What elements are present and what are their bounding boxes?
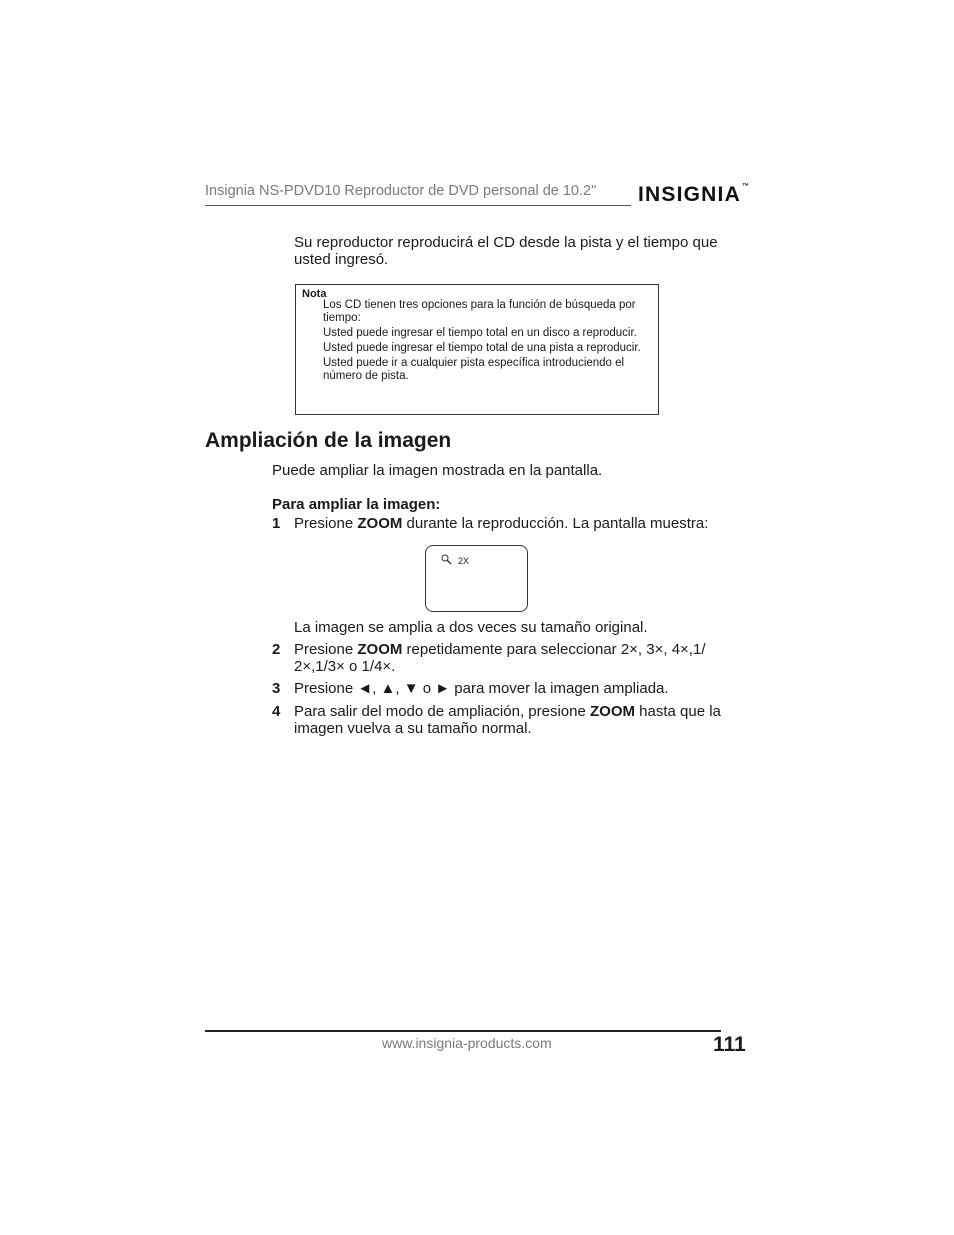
footer-url: www.insignia-products.com (382, 1035, 552, 1051)
step-text: Presione ZOOM repetidamente para seleccionar 2×, 3×, 4×,1/ 2×,1/3× o 1/4×. (294, 641, 706, 675)
procedure-title: Para ampliar la imagen: (272, 496, 441, 513)
step-1-result: La imagen se amplia a dos veces su tamaño original. (294, 619, 648, 636)
step-number: 1 (272, 515, 281, 532)
note-item: Usted puede ir a cualquier pista específica introduciendo el número de pista. (323, 357, 625, 382)
zoom-screen-illustration (425, 545, 528, 612)
zoom-key: ZOOM (590, 703, 635, 720)
section-intro: Puede ampliar la imagen mostrada en la pantalla. (272, 462, 603, 479)
step-number: 3 (272, 680, 281, 697)
magnifier-icon (441, 554, 452, 568)
running-header: Insignia NS-PDVD10 Reproductor de DVD personal de 10.2" (205, 183, 597, 199)
footer-rule (205, 1030, 721, 1032)
step-number: 2 (272, 641, 281, 658)
page-number: 111 (713, 1033, 746, 1056)
note-items (323, 299, 655, 385)
note-item: Usted puede ingresar el tiempo total de una pista a reproducir. (323, 342, 641, 354)
note-label: Nota (302, 288, 327, 300)
logo-text: INSIGNIA (638, 183, 741, 206)
note-item: Usted puede ingresar el tiempo total en un disco a reproducir. (323, 327, 637, 339)
zoom-level-label: 2X (458, 556, 470, 566)
intro-paragraph: Su reproductor reproducirá el CD desde la pista y el tiempo que usted ingresó. (294, 234, 718, 268)
step-number: 4 (272, 703, 281, 720)
note-item: Los CD tienen tres opciones para la función de búsqueda por tiempo: (323, 299, 636, 324)
zoom-key: ZOOM (357, 515, 403, 532)
note-box (295, 284, 659, 415)
header-rule (205, 205, 631, 206)
insignia-logo (638, 183, 749, 207)
zoom-key: ZOOM (357, 641, 403, 658)
step-text: Para salir del modo de ampliación, presione ZOOM hasta que la imagen vuelva a su tamaño normal. (294, 703, 721, 737)
section-title: Ampliación de la imagen (205, 429, 452, 452)
trademark-mark: ™ (741, 183, 749, 190)
step-text: Presione ZOOM durante la reproducción. La pantalla muestra: (294, 515, 709, 532)
step-text: Presione ◄, ▲, ▼ o ► para mover la imagen ampliada. (294, 680, 669, 697)
